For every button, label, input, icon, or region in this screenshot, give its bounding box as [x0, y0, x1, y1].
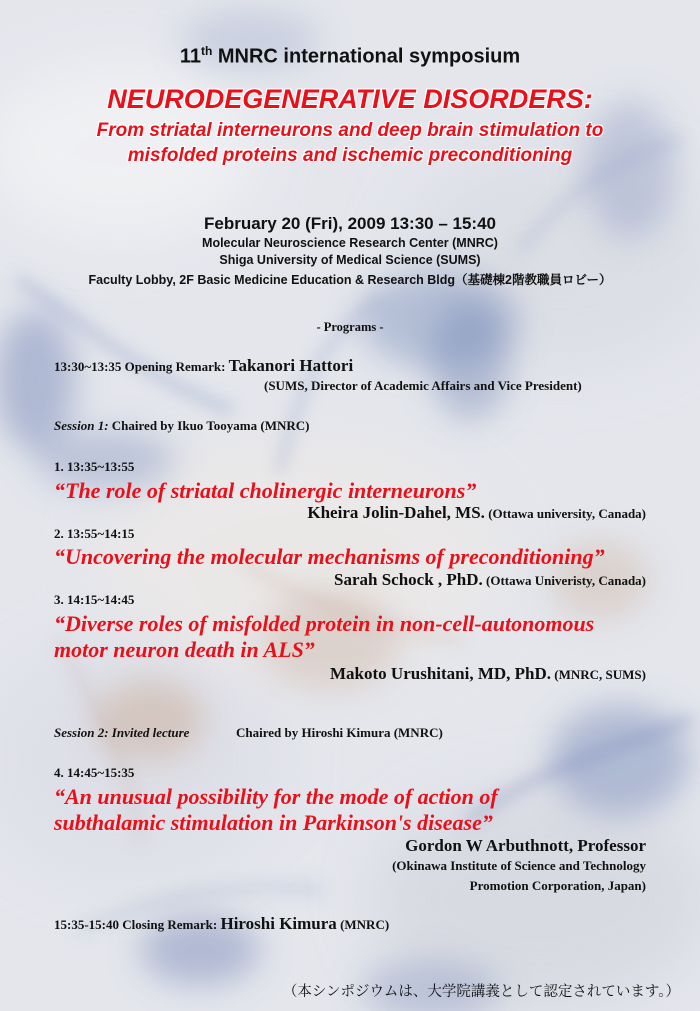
talk4-title-line2: subthalamic stimulation in Parkinson's disease” [54, 810, 493, 835]
programs-heading: - Programs - [316, 320, 384, 334]
talk2-affiliation: (Ottawa Univeristy, Canada) [482, 573, 646, 588]
talk3-speaker-line [330, 664, 646, 684]
talk3-title-line2: motor neuron death in ALS” [54, 637, 315, 662]
talk4-affiliation-line2: Promotion Corporation, Japan) [469, 878, 646, 893]
opening-speaker: Takanori Hattori [228, 356, 354, 375]
talk1-title: “The role of striatal cholinergic interneurons” [54, 478, 477, 503]
venue-line3: Faculty Lobby, 2F Basic Medicine Education & Research Bldg（基礎棟2階教職員ロビー） [88, 273, 612, 287]
closing-speaker: Hiroshi Kimura [220, 914, 337, 933]
subtitle-line1: From striatal interneurons and deep brain stimulation to [96, 120, 604, 141]
session1-chair: Chaired by Ikuo Tooyama (MNRC) [108, 418, 310, 433]
footer-note: （本シンポジウムは、大学院講義として認定されています。） [282, 984, 680, 1000]
talk3-time: 3. 14:15~14:45 [54, 592, 135, 607]
talk2-speaker: Sarah Schock , PhD. [334, 570, 483, 589]
main-title: NEURODEGENERATIVE DISORDERS: [107, 84, 593, 114]
talk1-affiliation: (Ottawa university, Canada) [484, 506, 646, 521]
event-date: February 20 (Fri), 2009 13:30 – 15:40 [204, 214, 496, 233]
talk3-title-line1: “Diverse roles of misfolded protein in non-cell-autonomous [54, 611, 595, 636]
subtitle-line2: misfolded proteins and ischemic preconditioning [127, 145, 573, 166]
talk3-affiliation: (MNRC, SUMS) [551, 667, 646, 682]
talk1-speaker-line [307, 503, 646, 523]
opening-remark [54, 356, 353, 376]
talk2-speaker-line [334, 570, 646, 590]
talk4-affiliation-line1: (Okinawa Institute of Science and Technology [392, 858, 646, 873]
talk2-title: “Uncovering the molecular mechanisms of preconditioning” [54, 544, 605, 569]
session1-label: Session 1: [54, 418, 109, 433]
talk1-speaker: Kheira Jolin-Dahel, MS. [307, 503, 485, 522]
opening-affiliation: (SUMS, Director of Academic Affairs and Vice President) [264, 378, 582, 393]
venue-line2: Shiga University of Medical Science (SUMS) [219, 253, 481, 267]
talk2-time: 2. 13:55~14:15 [54, 526, 135, 541]
symposium-name: MNRC international symposium [212, 45, 521, 68]
closing-affiliation: (MNRC) [336, 917, 390, 932]
session2-chair: Chaired by Hiroshi Kimura (MNRC) [236, 725, 443, 740]
venue-line1: Molecular Neuroscience Research Center (MNRC) [202, 236, 498, 250]
talk4-title-line1: “An unusual possibility for the mode of action of [54, 784, 498, 809]
session2-heading [54, 725, 189, 741]
session1-heading [54, 418, 309, 434]
session2-label: Session 2: Invited lecture [54, 725, 190, 740]
talk4-time: 4. 14:45~15:35 [54, 765, 135, 780]
closing-remark [54, 914, 389, 934]
symposium-number: 11 [179, 45, 201, 68]
symposium-heading [0, 44, 700, 69]
talk3-speaker: Makoto Urushitani, MD, PhD. [330, 664, 552, 683]
talk4-speaker: Gordon W Arbuthnott, Professor [405, 836, 646, 855]
closing-time: 15:35-15:40 Closing Remark: [54, 917, 221, 932]
talk1-time: 1. 13:35~13:55 [54, 459, 135, 474]
opening-time: 13:30~13:35 Opening Remark: [54, 359, 229, 374]
symposium-ordinal-suffix: th [201, 44, 213, 58]
